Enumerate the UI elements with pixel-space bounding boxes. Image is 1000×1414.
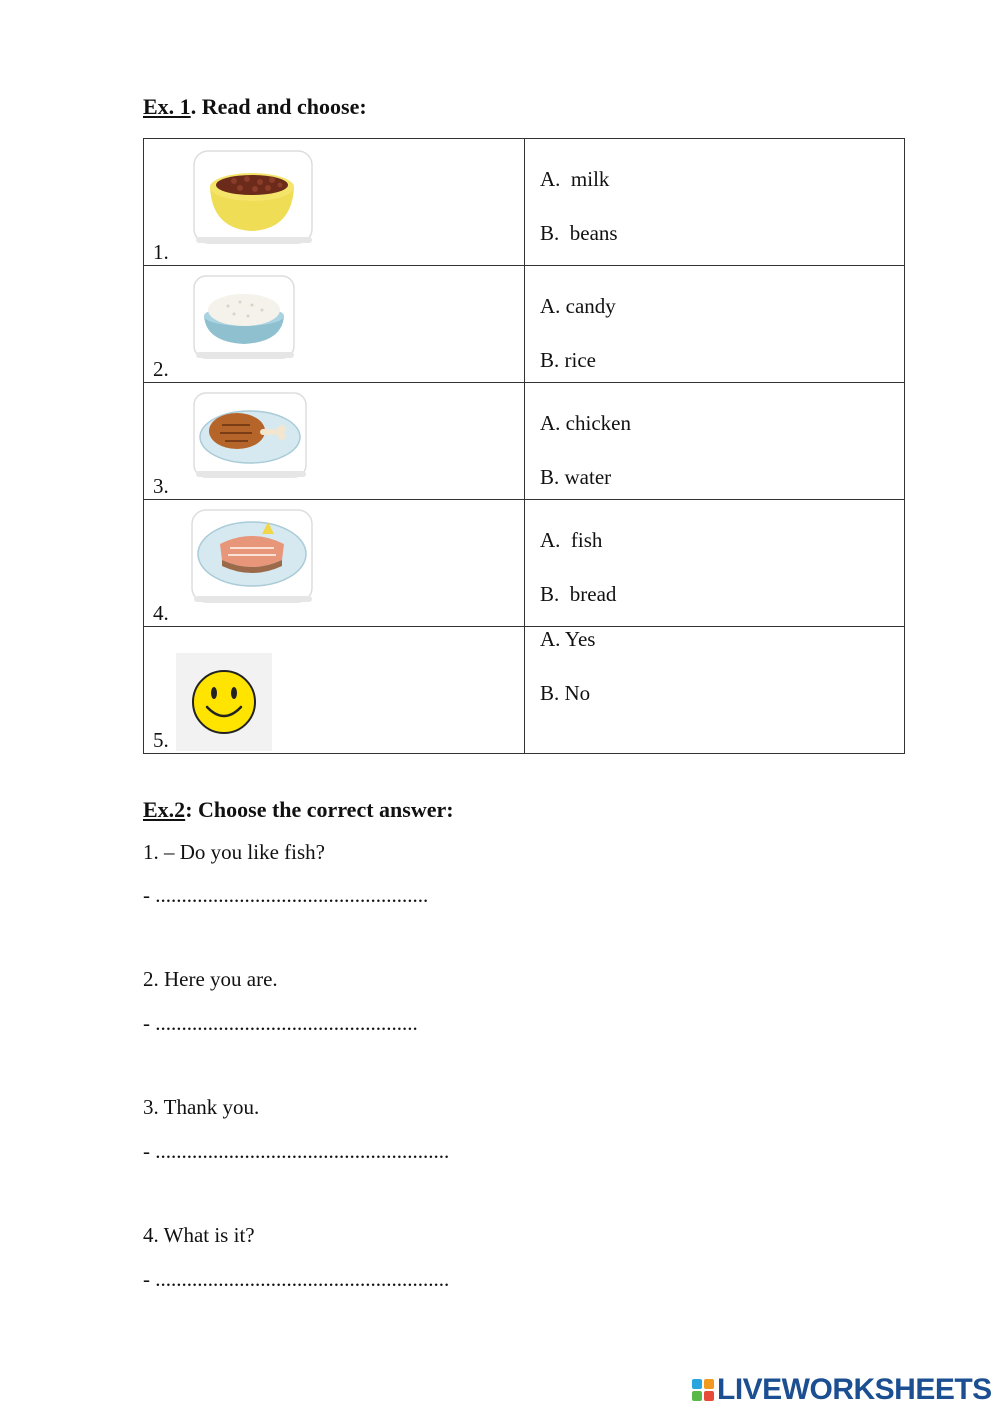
- table-row: [144, 500, 905, 627]
- image-cell: [144, 266, 525, 383]
- exercise-1-table: [143, 138, 905, 754]
- option-a: A. milk: [540, 167, 610, 191]
- options-cell: [525, 500, 905, 627]
- table-row: [144, 627, 905, 754]
- question-2: 2. Here you are.: [143, 967, 278, 991]
- exercise-1-label: Ex. 1: [143, 94, 191, 119]
- exercise-1-instruction: . Read and choose:: [190, 94, 367, 119]
- table-row: [144, 383, 905, 500]
- answer-line-2[interactable]: - ..................................................: [143, 1011, 418, 1035]
- option-b: B. water: [540, 465, 612, 489]
- option-b: B. beans: [540, 221, 618, 245]
- row-number: 3.: [153, 474, 169, 498]
- options-cell: [525, 139, 905, 266]
- row-number: 4.: [153, 601, 169, 625]
- row-number: 5.: [153, 728, 169, 752]
- option-b: B. No: [540, 681, 591, 705]
- answer-line-1[interactable]: - ....................................................: [143, 883, 429, 907]
- fish-plate-icon: [190, 508, 316, 606]
- option-a: A. fish: [540, 528, 603, 552]
- image-cell: [144, 383, 525, 500]
- liveworksheets-logo: [692, 1372, 992, 1408]
- logo-blocks-icon: [692, 1379, 714, 1401]
- option-b: B. bread: [540, 582, 617, 606]
- smiley-face-icon: [176, 653, 272, 751]
- options-cell: [525, 266, 905, 383]
- question-4: 4. What is it?: [143, 1223, 255, 1247]
- rice-bowl-icon: [192, 274, 298, 362]
- answer-line-3[interactable]: - ........................................................: [143, 1139, 450, 1163]
- option-a: A. Yes: [540, 627, 596, 651]
- table-row: [144, 139, 905, 266]
- row-number: 2.: [153, 357, 169, 381]
- question-1: 1. – Do you like fish?: [143, 840, 325, 864]
- exercise-1-heading: [143, 94, 367, 120]
- exercise-2-heading: [143, 797, 454, 823]
- options-cell: [525, 627, 905, 754]
- beans-bowl-icon: [192, 149, 316, 247]
- image-cell: [144, 139, 525, 266]
- option-a: A. candy: [540, 294, 616, 318]
- table-row: [144, 266, 905, 383]
- row-number: 1.: [153, 240, 169, 264]
- logo-text: LIVEWORKSHEETS: [717, 1373, 992, 1406]
- exercise-2-label: Ex.2: [143, 797, 186, 822]
- answer-line-4[interactable]: - ........................................................: [143, 1267, 450, 1291]
- exercise-2-instruction: : Choose the correct answer:: [185, 797, 454, 822]
- question-3: 3. Thank you.: [143, 1095, 260, 1119]
- options-cell: [525, 383, 905, 500]
- image-cell: [144, 627, 525, 754]
- chicken-plate-icon: [192, 391, 310, 481]
- image-cell: [144, 500, 525, 627]
- option-b: B. rice: [540, 348, 596, 372]
- option-a: A. chicken: [540, 411, 631, 435]
